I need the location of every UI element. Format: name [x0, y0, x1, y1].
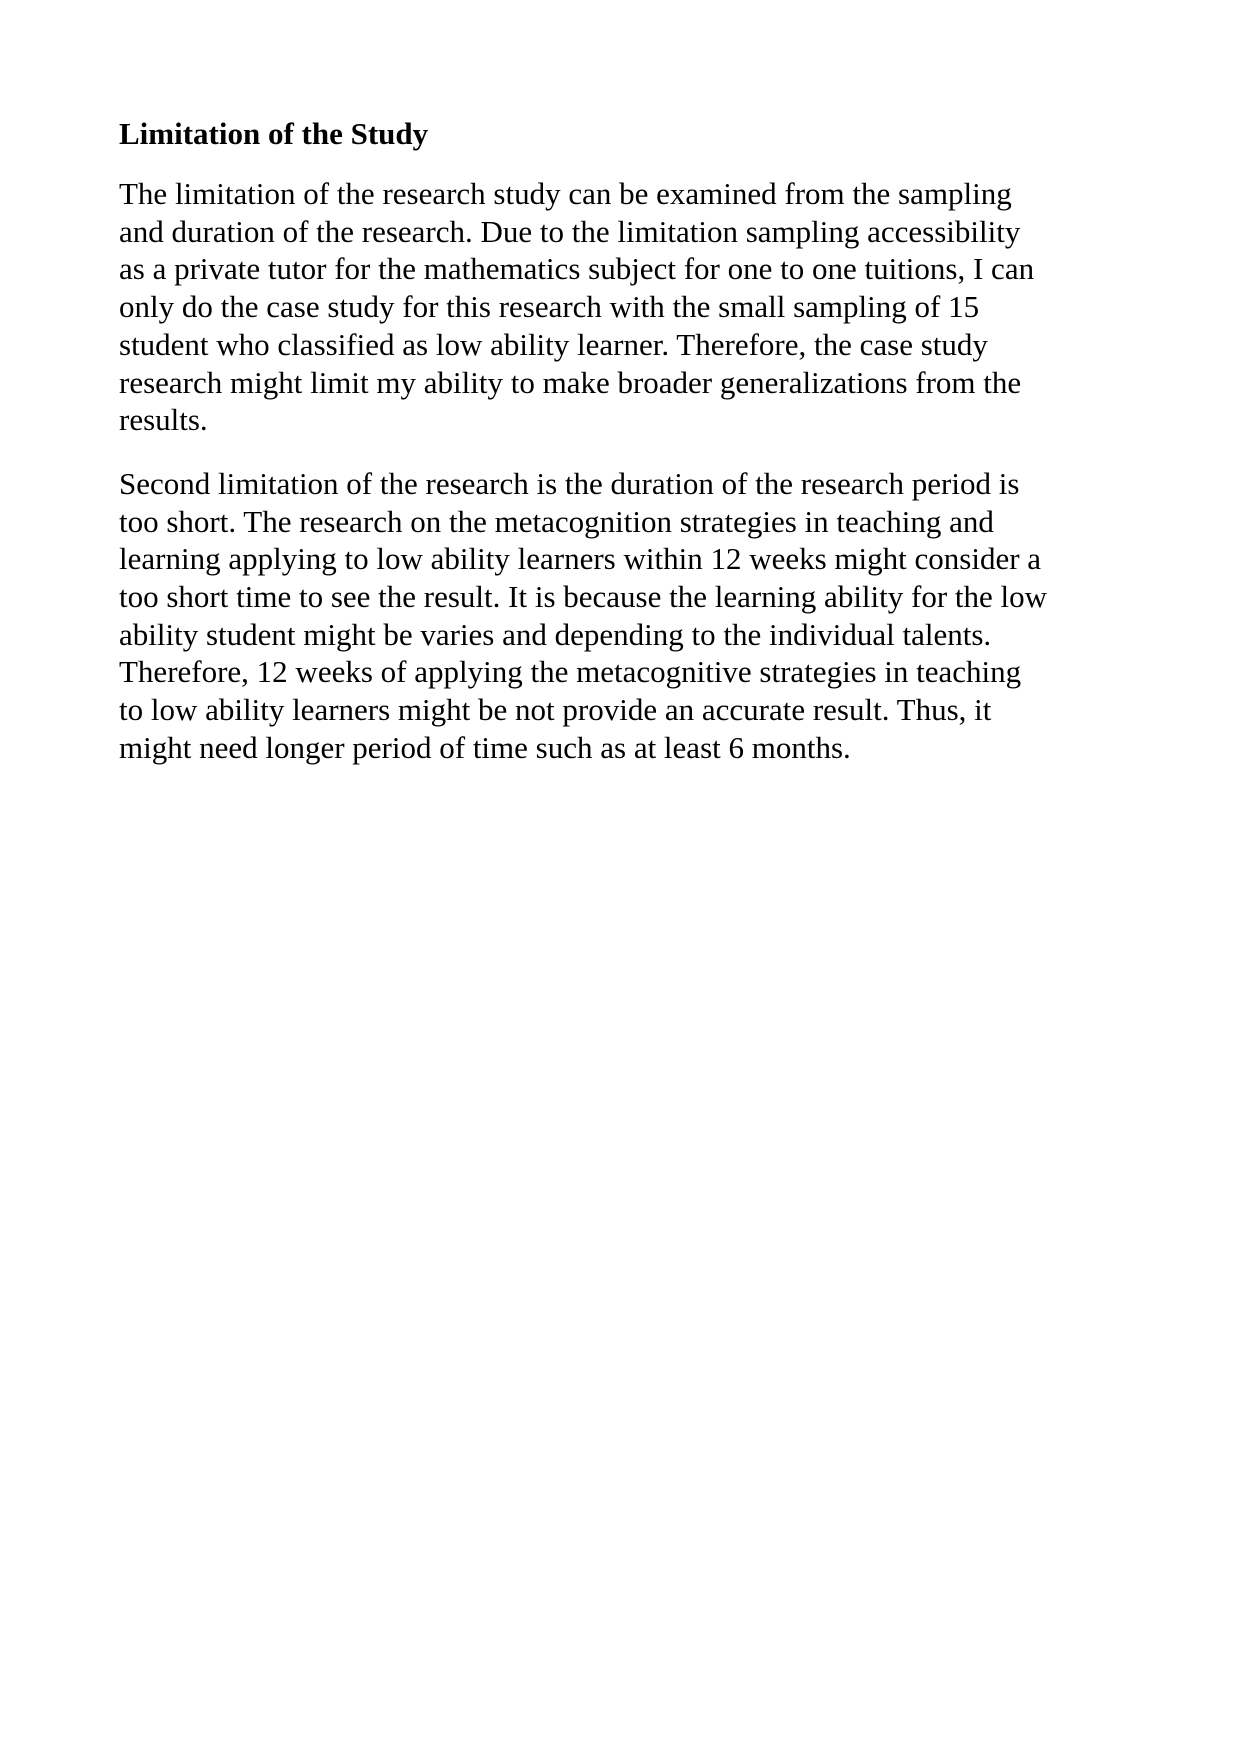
paragraph-line: too short time to see the result. It is because the learning ability for the low: [119, 579, 1048, 615]
paragraph-line: Therefore, 12 weeks of applying the metacognitive strategies in teaching: [119, 654, 1022, 690]
paragraph-line: as a private tutor for the mathematics subject for one to one tuitions, I can: [119, 251, 1035, 287]
paragraph-line: might need longer period of time such as at least 6 months.: [119, 729, 851, 765]
paragraph-line: research might limit my ability to make broader generalizations from the: [119, 364, 1022, 400]
paragraph-line: student who classified as low ability learner. Therefore, the case study: [119, 326, 988, 362]
paragraph-line: The limitation of the research study can be examined from the sampling: [119, 176, 1012, 211]
paragraph-line: to low ability learners might be not provide an accurate result. Thus, it: [119, 692, 992, 728]
paragraph-line: too short. The research on the metacognition strategies in teaching and: [119, 503, 994, 539]
paragraph-2: [119, 465, 1119, 767]
paragraph-line: learning applying to low ability learners within 12 weeks might consider a: [119, 541, 1042, 577]
paragraph-1: [119, 175, 1119, 439]
paragraph-line: Second limitation of the research is the duration of the research period is: [119, 465, 1020, 501]
section-heading: Limitation of the Study: [119, 116, 429, 151]
document-body: [119, 115, 1119, 793]
paragraph-line: only do the case study for this research with the small sampling of 15: [119, 289, 980, 325]
paragraph-line: ability student might be varies and depending to the individual talents.: [119, 616, 992, 652]
paragraph-line: and duration of the research. Due to the limitation sampling accessibility: [119, 213, 1021, 249]
paragraph-line: results.: [119, 402, 208, 438]
